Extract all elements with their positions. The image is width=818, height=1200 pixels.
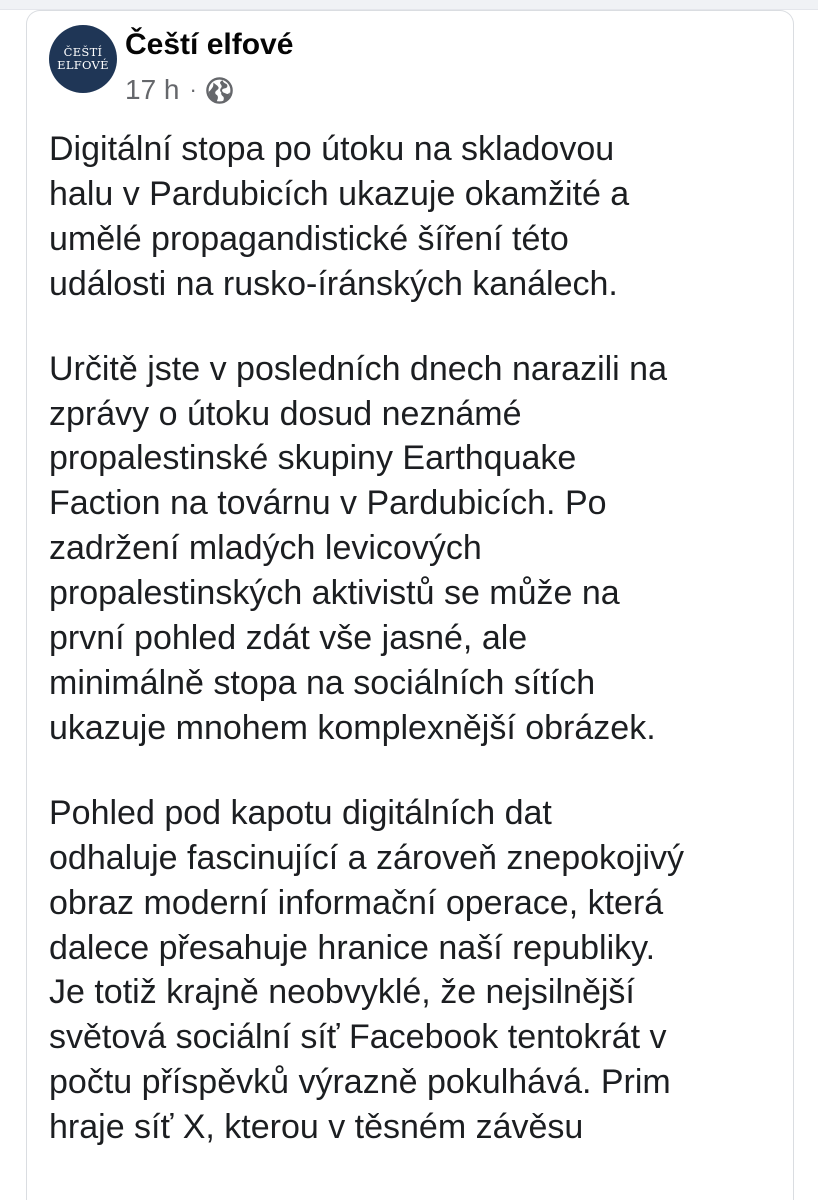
text-line: ukazuje mnohem komplexnější obrázek. <box>49 708 656 747</box>
post-card <box>26 10 794 1200</box>
avatar[interactable] <box>49 25 117 93</box>
post-paragraph-3 <box>49 791 779 1150</box>
globe-icon[interactable] <box>205 76 234 105</box>
post-author[interactable]: Čeští elfové <box>125 28 294 61</box>
post-meta <box>125 73 234 107</box>
post-timestamp[interactable]: 17 h <box>125 74 180 105</box>
text-line: propalestinských aktivistů se může na <box>49 574 620 613</box>
page-top-edge <box>0 0 818 10</box>
text-line: události na rusko-íránských kanálech. <box>49 264 618 303</box>
text-line: Určitě jste v posledních dnech narazili na <box>49 349 667 388</box>
text-line: zadržení mladých levicových <box>49 529 482 568</box>
text-line: halu v Pardubicích ukazuje okamžité a <box>49 174 630 213</box>
text-line: první pohled zdát vše jasné, ale <box>49 619 528 658</box>
text-line: Pohled pod kapotu digitálních dat <box>49 793 552 832</box>
post-paragraph-2 <box>49 347 779 751</box>
text-line: Digitální stopa po útoku na skladovou <box>49 130 615 168</box>
post-body <box>49 127 779 1190</box>
meta-separator: · <box>189 77 197 102</box>
text-line: umělé propagandistické šíření této <box>49 219 569 258</box>
text-line: zprávy o útoku dosud neznámé <box>49 394 522 433</box>
avatar-line-1: ČEŠTÍ <box>63 45 103 59</box>
avatar-line-2: ELFOVÉ <box>57 58 109 72</box>
text-line: Je totiž krajně neobvyklé, že nejsilnější <box>49 973 635 1012</box>
text-line: odhaluje fascinující a zároveň znepokojivý <box>49 838 685 877</box>
text-line: světová sociální síť Facebook tentokrát v <box>49 1018 667 1057</box>
text-line: hraje síť X, kterou v těsném závěsu <box>49 1108 584 1147</box>
text-line: minimálně stopa na sociálních sítích <box>49 663 596 702</box>
text-line: Faction na továrnu v Pardubicích. Po <box>49 484 607 523</box>
text-line: propalestinské skupiny Earthquake <box>49 439 577 478</box>
text-line: počtu příspěvků výrazně pokulhává. Prim <box>49 1063 671 1102</box>
text-line: obraz moderní informační operace, která <box>49 883 664 922</box>
text-line: dalece přesahuje hranice naší republiky. <box>49 928 656 967</box>
post-paragraph-1 <box>49 127 779 307</box>
